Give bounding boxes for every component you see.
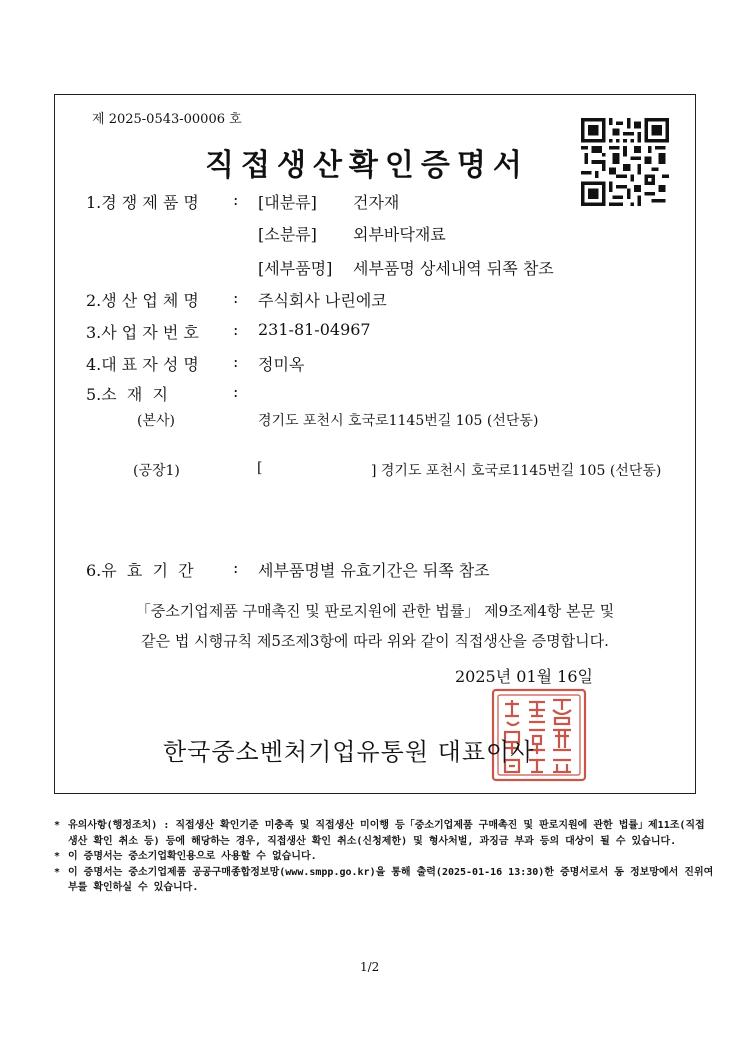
note-bullet: * [54, 820, 61, 831]
detail-category-tag: [세부품명] [258, 259, 333, 278]
note-text: 유의사항(행정조치) : 직접생산 확인기준 미충족 및 직접생산 미이행 등「중소기업제품 구매촉진 및 판로지원에 관한 법률」제11조(직접생산 확인 취소 등) 등에 해당하는 경우, 직접생산 확인 취소(신청제한) 및 형사처벌, 과징금 부과 등의 대상이 될 수 있습니다. [68, 820, 705, 847]
statement-line-2: 같은 법 시행규칙 제5조제3항에 따라 위와 같이 직접생산을 증명합니다. [141, 632, 609, 650]
colon: : [233, 190, 239, 209]
minor-category-value: 외부바닥재료 [353, 225, 446, 244]
location-label: 5.소 재 지 [86, 385, 168, 404]
colon: : [233, 288, 239, 307]
colon: : [233, 382, 239, 401]
validity-value: 세부품명별 유효기간은 뒤쪽 참조 [258, 561, 490, 580]
issuer-name: 한국중소벤처기업유통원 대표이사 [163, 738, 535, 766]
note-text: 이 증명서는 중소기업제품 공공구매종합정보망(www.smpp.go.kr)을 통해 출력(2025-01-16 13:30)한 증명서로서 동 정보망에서 진위여부를 확인하실 수 있습니다. [68, 866, 714, 893]
ceo-name: 정미옥 [258, 355, 305, 374]
company-name: 주식회사 나린에코 [258, 291, 387, 310]
validity-label: 6.유 효 기 간 [86, 561, 194, 580]
product-label: 1.경 쟁 제 품 명 [86, 193, 199, 212]
colon: : [233, 558, 239, 577]
note-item [54, 865, 714, 896]
factory-bracket: [ [257, 460, 263, 476]
hq-address: 경기도 포천시 호국로1145번길 105 (선단동) [258, 413, 539, 429]
note-item [54, 849, 714, 865]
detail-category-value: 세부품명 상세내역 뒤쪽 참조 [353, 259, 554, 278]
issue-date: 2025년 01월 16일 [455, 667, 593, 686]
note-bullet: * [54, 866, 61, 878]
note-text: 이 증명서는 중소기업확인용으로 사용할 수 없습니다. [68, 851, 317, 862]
factory-label: (공장1) [133, 463, 180, 479]
note-item [54, 818, 714, 849]
minor-category-tag: [소분류] [258, 225, 317, 244]
business-number: 231-81-04967 [258, 320, 371, 339]
ceo-label: 4.대 표 자 성 명 [86, 355, 199, 374]
note-bullet: * [54, 851, 61, 862]
factory-address: ] 경기도 포천시 호국로1145번길 105 (선단동) [371, 463, 662, 479]
business-number-label: 3.사 업 자 번 호 [86, 323, 199, 342]
major-category-tag: [대분류] [258, 193, 317, 212]
colon: : [233, 352, 239, 371]
major-category-value: 건자재 [353, 193, 400, 212]
certificate-title: 직접생산확인증명서 [205, 148, 529, 183]
page-number: 1/2 [360, 960, 380, 974]
statement-line-1: 「중소기업제품 구매촉진 및 판로지원에 관한 법률」 제9조제4항 본문 및 [135, 602, 615, 620]
company-label: 2.생 산 업 체 명 [86, 291, 199, 310]
notes-section [54, 818, 714, 896]
certificate-number: 제 2025-0543-00006 호 [92, 112, 242, 127]
colon: : [233, 320, 239, 339]
hq-label: (본사) [137, 413, 175, 429]
